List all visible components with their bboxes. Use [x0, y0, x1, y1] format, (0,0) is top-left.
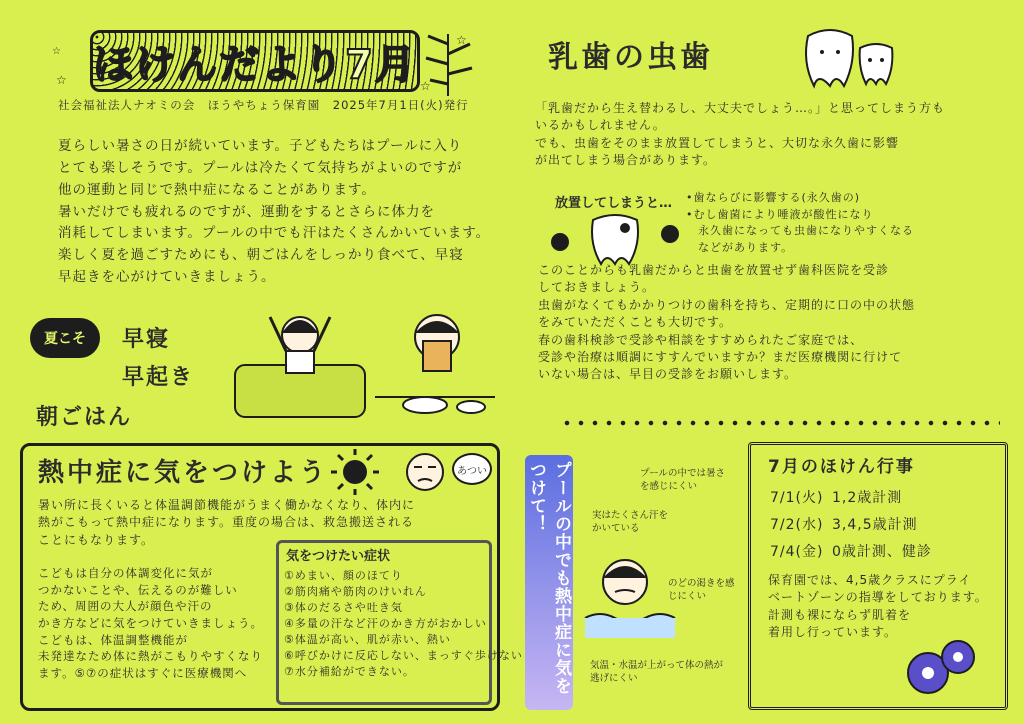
tooth-body: [535, 100, 1010, 170]
symptom-item: ⑦水分補給ができない。: [284, 664, 415, 678]
heatstroke-body: [38, 565, 278, 682]
morning-glory-icon: [900, 635, 980, 705]
intro-line: 消耗してしまいます。プールの中でも汗はたくさんかいています。: [58, 225, 491, 242]
tooth-characters-illustration: [800, 22, 900, 92]
intro-line: 楽しく夏を過ごすためにも、朝ごはんをしっかり食べて、早寝: [58, 247, 464, 264]
events-note-line: 計測も裸にならず肌着を: [768, 607, 912, 622]
heatstroke-intro-line: 暑い所に長くいると体温調節機能がうまく働かなくなり、体内に: [38, 498, 416, 512]
tooth-section-title: 乳歯の虫歯: [548, 40, 713, 75]
tooth-body2-line: このことからも乳歯だからと虫歯を放置せず歯科医院を受診: [538, 263, 890, 277]
event-row: [770, 541, 1000, 568]
events-title: 7月のほけん行事: [768, 457, 915, 477]
waking-girl-illustration: [230, 305, 370, 420]
heatstroke-intro-line: ことにもなります。: [38, 532, 155, 547]
symptoms-title: 気をつけたい症状: [286, 549, 391, 564]
tooth-body2-line: しておきましょう。: [538, 280, 656, 295]
tooth-body2-line: 春の歯科検診で受診や相談をすすめられたご家庭では、: [538, 332, 864, 347]
tooth-body2-line: 受診や治療は順調にすすんでいますか？まだ医療機関に行けて: [538, 349, 903, 364]
tooth-body2-line: をみていただくことも大切です。: [538, 315, 733, 330]
consequence-item: 永久歯になっても虫歯になりやすくなる: [686, 224, 914, 237]
page-title: ほけんだより7月: [93, 41, 417, 88]
pool-label: 実はたくさん汗をかいている: [592, 510, 669, 534]
heatstroke-title: 熱中症に気をつけよう: [38, 458, 329, 488]
asagohan-word: 朝ごはん: [36, 405, 133, 430]
svg-text:☆: ☆: [56, 73, 67, 87]
intro-line: 暑いだけでも疲れるのですが、運動をするとさらに体力を: [58, 203, 435, 220]
hayaoki-word: 早起き: [122, 365, 195, 390]
symptom-item: ⑤体温が高い、肌が赤い、熱い: [284, 632, 451, 646]
consequence-item: などがあります。: [686, 240, 794, 254]
svg-text:☆: ☆: [456, 33, 467, 47]
symptom-item: ④多量の汗など汗のかき方がおかしい: [284, 616, 487, 630]
symptom-item: ③体のだるさや吐き気: [284, 600, 403, 614]
tooth-body-line: でも、虫歯をそのまま放置してしまうと、大切な永久歯に影響: [535, 135, 900, 150]
tooth-body-2: [538, 262, 1008, 384]
speech-bubble-text: あつい: [457, 465, 487, 477]
leave-label: 放置してしまうと…: [555, 196, 673, 211]
events-note-line: ベートゾーンの指導をしております。: [768, 590, 988, 605]
event-date: 7/2(水): [770, 517, 824, 533]
issuer-line: 社会福祉法人ナオミの会 ほうやちょう保育園 2025年7月1日(火)発行: [58, 98, 469, 112]
heatstroke-body-line: こどもは、体温調整機能が: [38, 632, 188, 647]
event-date: 7/4(金): [770, 544, 824, 560]
consequence-item: •むし歯菌により唾液が酸性になり: [686, 207, 874, 221]
heatstroke-body-line: 未発達なため体に熱がこもりやすくなり: [38, 649, 263, 664]
heatstroke-body-line: こどもは自分の体調変化に気が: [38, 566, 213, 580]
event-row: [770, 514, 1000, 541]
title-banner: [90, 30, 420, 92]
cavity-tooth-illustration: [545, 212, 685, 267]
events-note: [768, 572, 998, 642]
events-note-line: 着用し行っています。: [768, 625, 898, 640]
event-name: 0歳計測、健診: [832, 544, 932, 560]
speech-bubble: [452, 453, 492, 485]
tooth-body2-line: 虫歯がなくてもかかりつけの歯科を持ち、定期的に口の中の状態: [538, 297, 916, 312]
event-name: 1,2歳計測: [832, 490, 903, 506]
tanabata-bamboo-icon: [418, 30, 478, 96]
hot-man-illustration: [400, 447, 450, 502]
heatstroke-body-line: ため、周囲の大人が顔色や汗の: [38, 599, 213, 614]
symptoms-list: [284, 568, 523, 680]
leave-consequences-list: [686, 190, 986, 256]
symptom-item: ②筋肉痛や筋肉のけいれん: [284, 584, 427, 598]
tooth-body-line: が出てしまう場合があります。: [535, 153, 717, 168]
hayane-word: 早寝: [122, 327, 171, 352]
pool-label: プールの中では暑さを感じにくい: [640, 468, 726, 492]
svg-text:☆: ☆: [52, 46, 61, 57]
sun-icon: [325, 447, 385, 497]
svg-text:☆: ☆: [420, 79, 431, 93]
dotted-divider: [560, 418, 1000, 428]
intro-line: 早起きを心がけていきましょう。: [58, 269, 276, 286]
pool-heatstroke-banner: プールの中でも熱中症に気をつけて！: [525, 455, 573, 710]
tooth-body-line: 「乳歯だから生え替わるし、大丈夫でしょう…。」と思ってしまう方も: [535, 101, 946, 115]
eating-boy-illustration: [375, 305, 495, 423]
event-date: 7/1(火): [770, 490, 824, 506]
heatstroke-intro-line: 熱がこもって熱中症になります。重度の場合は、救急搬送される: [38, 515, 415, 530]
intro-line: 他の運動と同じで熱中症になることがあります。: [58, 181, 376, 198]
events-note-line: 保育園では、4,5歳クラスにプライ: [768, 573, 972, 587]
intro-text: [58, 136, 498, 289]
event-name: 3,4,5歳計測: [832, 517, 918, 533]
symptom-item: ①めまい、顔のほてり: [284, 569, 403, 582]
heatstroke-body-line: つかないことや、伝えるのが難しい: [38, 582, 238, 597]
event-row: [770, 487, 1000, 514]
tooth-body2-line: いない場合は、早目の受診をお願いします。: [538, 367, 798, 382]
intro-line: 夏らしい暑さの日が続いています。子どもたちはプールに入り: [58, 138, 463, 154]
child-in-pool-illustration: [585, 548, 675, 638]
heatstroke-body-line: ます。⑤⑦の症状はすぐに医療機関へ: [38, 666, 248, 681]
intro-line: とても楽しそうです。プールは冷たくて気持ちがよいのですが: [58, 159, 463, 176]
pool-label: のどの渇きを感じにくい: [668, 578, 735, 602]
tooth-body-line: いるかもしれません。: [535, 118, 666, 133]
heatstroke-body-line: かき方などに気をつけていきましょう。: [38, 616, 263, 631]
pool-label: 気温・水温が上がって体の熱が逃げにくい: [590, 660, 724, 684]
consequence-item: •歯ならびに影響する(永久歯の): [686, 191, 861, 204]
symptom-item: ⑥呼びかけに反応しない、まっすぐ歩けない: [284, 648, 523, 662]
natsu-koso-badge: 夏こそ: [30, 318, 100, 358]
events-list: [770, 487, 1000, 568]
